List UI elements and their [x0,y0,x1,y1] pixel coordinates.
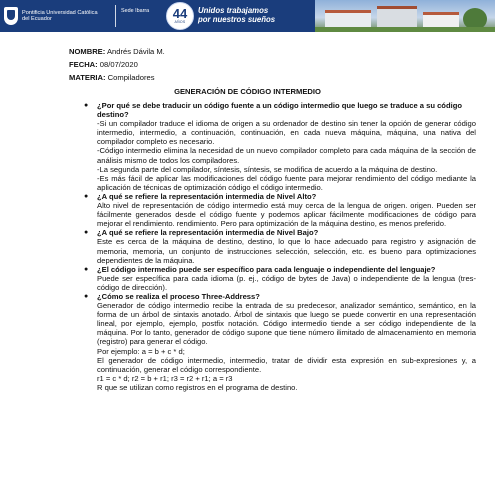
answer-text: -Código intermedio elimina la necesidad de un nuevo compilador completo para cada máquina de la sección de análisis mismo de todos los compiladores. [97,146,476,165]
subject-field [69,73,155,82]
slogan-line-1: Unidos trabajamos [198,6,269,15]
answer-text: Alto nivel de representación de código intermedio está muy cerca de la lengua de origen. origen. Pueden ser fácilmente generados desde el código fuente y podemos aplicar fácilmente modificaciones de código para mejorar el rendimiento. rendimiento. Pero para optimización de la máquina destino, es menos preferido. [97,201,476,229]
anniversary-number: 44 [172,6,188,21]
shield-icon [4,7,18,25]
university-name: Pontificia Universidad Católica del Ecuador [22,9,98,22]
university-logo [4,3,104,29]
question-item [84,265,476,292]
date-label: FECHA: [69,60,98,69]
slogan-line-2: por nuestros sueños [198,15,276,24]
bullet-icon: ● [84,229,89,237]
bullet-icon: ● [84,102,89,109]
question-item [84,192,476,228]
question-text: ¿A qué se refiere la representación intermedia de Nivel Alto? [97,191,317,201]
date-value: 08/07/2020 [97,60,138,69]
header-divider [115,5,116,27]
lawn-shape [315,27,495,32]
question-item [84,292,476,392]
name-value: Andrés Dávila M. [105,47,165,56]
anniversary-badge-icon [166,2,194,30]
date-field [69,60,138,69]
question-text: ¿El código intermedio puede ser específico para cada lenguaje o independiente del lenguaje? [97,264,436,274]
answer-text: -Si un compilador traduce el idioma de origen a su ordenador de destino sin tener la opción de generar código intermedio, intermedio, a continuación, continuación, en cada nueva máquina, máquina, una nativa del compilador completo es necesario. [97,119,476,147]
answer-text: -Es más fácil de aplicar las modificaciones del código fuente para mejorar rendimiento del código mediante la aplicación de técnicas de optimización código el código intermedio. [97,173,476,192]
answer-text: -La segunda parte del compilador, síntesis, síntesis, se modifica de acuerdo a la máquina de destino. [97,164,438,174]
subject-value: Compiladores [105,73,155,82]
name-label: NOMBRE: [69,47,106,56]
question-text: ¿A qué se refiere la representación intermedia de Nivel Bajo? [97,228,319,238]
answer-text: Generador de código intermedio recibe la entrada de su predecesor, analizador semántico, semántico, en la forma de un árbol de sintaxis anotado. Árbol de sintaxis que luego se puede convertir en una representación lineal, por ejemplo, ejemplo, postfix notación. Código intermedio tiende a ser código independiente de la máquina. Por lo tanto, generador de código supone que tiene número ilimitado de almacenamiento en memoria (registro) para generar el código. [97,301,476,347]
answer-text: Puede ser específica para cada idioma (p. ej., código de bytes de Java) o independiente de la lengua (tres-código de dirección). [97,273,476,292]
campus-photo [315,0,495,32]
answer-text: R que se utilizan como registros en el programa de destino. [97,382,298,392]
answer-text: Este es cerca de la máquina de destino, destino, lo que lo hace adecuado para registro y asignación de memoria, memoria, un conjunto de instrucciones selección, selección, etc. es bueno para optimizaciones dependientes de la máquina. [97,237,476,265]
answer-text: El generador de código intermedio, intermedio, tratar de dividir esta expresión en sub-expresiones y, a continuación, generar el código correspondiente. [97,355,476,374]
question-item [84,228,476,264]
question-item [84,101,476,192]
campus-name: Sede Ibarra [121,8,150,14]
name-field [69,47,165,56]
bullet-icon: ● [84,292,89,300]
question-text: ¿Por qué se debe traducir un código fuente a un código intermedio que luego se traduce a su código destino? [97,101,462,120]
bullet-icon: ● [84,265,89,273]
answer-text: r1 = c * d; r2 = b + r1; r3 = r2 + r1; a = r3 [97,373,233,383]
bullet-icon: ● [84,192,89,200]
slogan [198,6,275,24]
question-list [84,101,476,392]
subject-label: MATERIA: [69,73,106,82]
anniversary-label: AÑOS [174,20,186,24]
header-banner [0,0,495,32]
answer-text: Por ejemplo: a = b + c * d; [97,346,185,356]
document-title: GENERACIÓN DE CÓDIGO INTERMEDIO [174,87,321,96]
question-text: ¿Cómo se realiza el proceso Three-Address? [97,291,260,301]
